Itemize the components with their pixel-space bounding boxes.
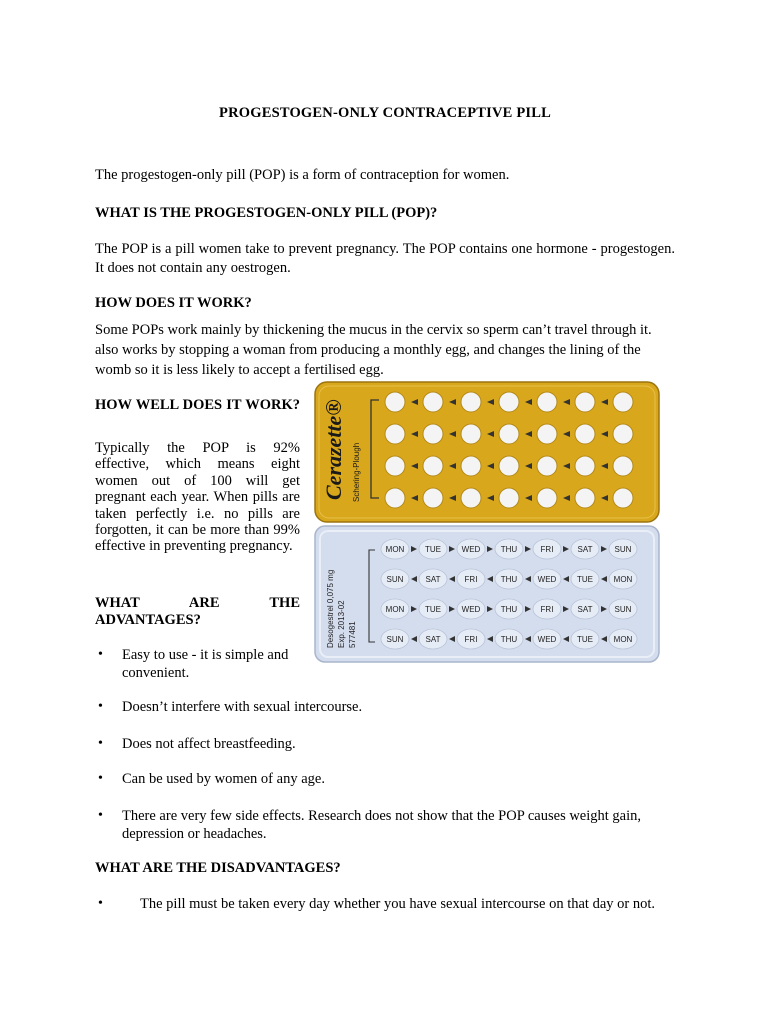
- bullet-icon: •: [98, 808, 103, 823]
- day-label: SAT: [577, 545, 593, 554]
- pill-pack-image: [313, 380, 661, 665]
- heading-disadvantages: WHAT ARE THE DISADVANTAGES?: [95, 860, 341, 876]
- day-label: MON: [385, 545, 405, 554]
- day-label: SUN: [614, 605, 632, 614]
- pill: [461, 456, 481, 476]
- pill: [423, 456, 443, 476]
- pill: [385, 488, 405, 508]
- pill: [461, 488, 481, 508]
- day-label: MON: [613, 575, 633, 584]
- heading-how-well-text: HOW WELL DOES IT WORK?: [95, 397, 300, 413]
- pill: [385, 392, 405, 412]
- day-label: WED: [461, 605, 481, 614]
- intro-paragraph: The progestogen-only pill (POP) is a form of contraception for women.: [95, 167, 510, 183]
- day-label: FRI: [540, 605, 554, 614]
- day-label: TUE: [577, 575, 593, 584]
- day-label: THU: [500, 605, 518, 614]
- day-label: SUN: [386, 635, 404, 644]
- info-line-2: Exp. 2013-02: [337, 600, 346, 648]
- pill: [461, 392, 481, 412]
- info-line-3: 577481: [348, 621, 357, 648]
- pill: [423, 488, 443, 508]
- pill: [461, 424, 481, 444]
- day-label: SAT: [577, 605, 593, 614]
- day-label: MON: [613, 635, 633, 644]
- pill: [499, 424, 519, 444]
- pill: [499, 456, 519, 476]
- list-item-text: There are very few side effects. Research does not show that the POP causes weight gain, depression or headaches.: [122, 808, 642, 842]
- heading-advantages: [95, 595, 300, 629]
- day-label: TUE: [425, 605, 441, 614]
- bullet-icon: •: [98, 699, 103, 714]
- day-label: SAT: [425, 635, 441, 644]
- heading-how-work: HOW DOES IT WORK?: [95, 295, 252, 311]
- day-label: THU: [500, 635, 518, 644]
- pill: [537, 488, 557, 508]
- list-item-text: Doesn’t interfere with sexual intercourse.: [122, 699, 363, 715]
- day-label: FRI: [464, 575, 478, 584]
- pill: [537, 424, 557, 444]
- brand-label: Cerazette®: [321, 399, 346, 500]
- bullet-icon: •: [98, 771, 103, 786]
- day-label: SUN: [386, 575, 404, 584]
- day-label: SUN: [614, 545, 632, 554]
- pill: [499, 392, 519, 412]
- info-line-1: Desogestrel 0,075 mg: [326, 569, 335, 648]
- pill: [423, 424, 443, 444]
- day-label: THU: [500, 545, 518, 554]
- day-label: FRI: [540, 545, 554, 554]
- bullet-icon: •: [98, 896, 103, 911]
- day-label: THU: [500, 575, 518, 584]
- heading-what-is: WHAT IS THE PROGESTOGEN-ONLY PILL (POP)?: [95, 205, 438, 221]
- day-label: MON: [385, 605, 405, 614]
- pill: [537, 392, 557, 412]
- pill: [385, 456, 405, 476]
- day-label: FRI: [464, 635, 478, 644]
- pill: [537, 456, 557, 476]
- pill: [499, 488, 519, 508]
- heading-advantages-text: WHAT ARE THE ADVANTAGES?: [95, 595, 300, 628]
- pill: [385, 424, 405, 444]
- page-title: PROGESTOGEN-ONLY CONTRACEPTIVE PILL: [219, 105, 551, 121]
- pill: [613, 488, 633, 508]
- day-label: WED: [461, 545, 481, 554]
- day-label: TUE: [425, 545, 441, 554]
- pill: [575, 488, 595, 508]
- day-label: TUE: [577, 635, 593, 644]
- day-label: WED: [537, 575, 557, 584]
- list-item-text: Easy to use - it is simple and convenient.: [122, 647, 289, 681]
- pill: [575, 456, 595, 476]
- pill: [423, 392, 443, 412]
- maker-label: Schering-Plough: [352, 442, 361, 502]
- paragraph-how-well: Typically the POP is 92% effective, which means eight women out of 100 will get pregnant each year. When pills are taken perfectly i.e. no pills are forgotten, it can be more than 99% effective in preventing pregnancy.: [95, 440, 300, 555]
- bullet-icon: •: [98, 736, 103, 751]
- pill: [613, 456, 633, 476]
- day-label: SAT: [425, 575, 441, 584]
- pill: [575, 424, 595, 444]
- list-item-text: Can be used by women of any age.: [122, 771, 325, 787]
- pill: [613, 392, 633, 412]
- pill: [575, 392, 595, 412]
- heading-how-well: [95, 397, 300, 414]
- paragraph-what-is: The POP is a pill women take to prevent pregnancy. The POP contains one hormone - progestogen. It does not contain any oestrogen.: [95, 241, 675, 276]
- bullet-icon: •: [98, 647, 103, 662]
- list-item-text: Does not affect breastfeeding.: [122, 736, 296, 752]
- list-item-text: The pill must be taken every day whether you have sexual intercourse on that day or not.: [140, 896, 655, 912]
- pill: [613, 424, 633, 444]
- day-label: WED: [537, 635, 557, 644]
- paragraph-how-work: Some POPs work mainly by thickening the mucus in the cervix so sperm can’t travel through it. also works by stopping a woman from producing a monthly egg, and changes the lining of the womb so it is less likely to accept a fertilised egg.: [95, 322, 652, 378]
